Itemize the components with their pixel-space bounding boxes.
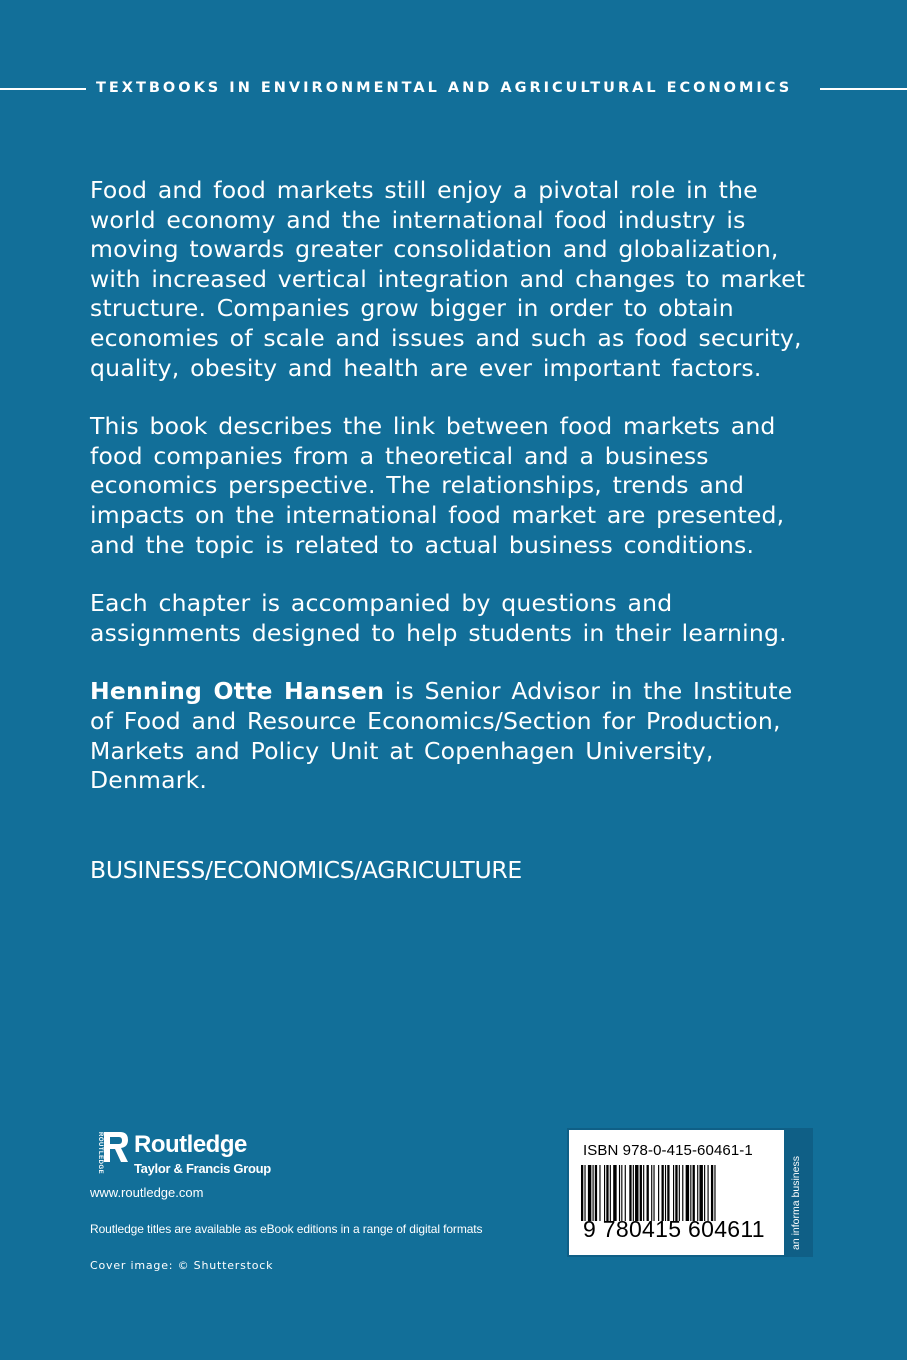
- barcode-bars: [581, 1165, 773, 1221]
- author-bio: [90, 677, 820, 795]
- barcode-bar: [708, 1165, 709, 1221]
- series-header: [0, 78, 907, 100]
- barcode-bar: [606, 1165, 608, 1221]
- barcode-bar: [704, 1165, 705, 1221]
- barcode-bar: [665, 1165, 666, 1221]
- barcode-bar: [679, 1165, 680, 1221]
- barcode-bar: [686, 1165, 689, 1221]
- series-rule-left: [0, 88, 86, 90]
- barcode-bar: [633, 1165, 634, 1221]
- subject-category: BUSINESS/ECONOMICS/AGRICULTURE: [90, 856, 522, 884]
- publisher-logo-block: [90, 1128, 390, 1178]
- barcode-bar: [619, 1165, 620, 1221]
- barcode-bar: [675, 1165, 677, 1221]
- barcode-bar: [699, 1165, 702, 1221]
- barcode-bar: [690, 1165, 691, 1221]
- barcode-bar: [599, 1165, 600, 1221]
- barcode-panel: [567, 1128, 813, 1257]
- barcode-bar: [658, 1165, 659, 1221]
- barcode-bar: [640, 1165, 642, 1221]
- barcode-digits: 9 780415 604611: [583, 1216, 765, 1242]
- barcode-bar: [613, 1165, 616, 1221]
- series-title: TEXTBOOKS IN ENVIRONMENTAL AND AGRICULTURAL ECONOMICS: [96, 80, 793, 96]
- barcode-bar: [667, 1165, 669, 1221]
- series-rule-right: [820, 88, 907, 90]
- publisher-url[interactable]: www.routledge.com: [90, 1185, 204, 1200]
- blurb-paragraph-1: Food and food markets still enjoy a pivotal role in the world economy and the international food industry is moving towards greater consolidation and globalization, with increased vertical integration and changes to market structure. Companies grow bigger in order to obtain economies of scale and issues and such as food security, quality, obesity and health are ever important factors.: [90, 176, 806, 382]
- barcode-bar: [651, 1165, 652, 1221]
- informa-text: an informa business: [790, 1156, 802, 1250]
- barcode-bar: [625, 1165, 626, 1221]
- barcode-bar: [662, 1165, 664, 1221]
- barcode-bar: [682, 1165, 683, 1221]
- barcode-bar: [610, 1165, 611, 1221]
- barcode-bar: [621, 1165, 622, 1221]
- publisher-group: Taylor & Francis Group: [134, 1161, 271, 1176]
- barcode-bar: [584, 1165, 585, 1221]
- back-cover-blurb: [90, 176, 820, 825]
- informa-strip: [786, 1128, 813, 1257]
- blurb-paragraph-2: This book describes the link between food markets and food companies from a theoretical and a business economics perspective. The relationships, trends and impacts on the international food market are presented, and the topic is related to actual business conditions.: [90, 412, 785, 559]
- blurb-paragraph-3: Each chapter is accompanied by questions and assignments designed to help students in their learning.: [90, 589, 787, 647]
- barcode-bar: [711, 1165, 713, 1221]
- barcode-bar: [604, 1165, 605, 1221]
- barcode-bar: [653, 1165, 654, 1221]
- barcode-bar: [588, 1165, 591, 1221]
- barcode-bar: [643, 1165, 644, 1221]
- cover-image-credit: Cover image: © Shutterstock: [90, 1259, 274, 1272]
- author-bio-text: is Senior Advisor in the Institute of Food and Resource Economics/Section for Production, Markets and Policy Unit at Copenhagen University, Denmark.: [90, 677, 793, 795]
- author-name: Henning Otte Hansen: [90, 677, 385, 706]
- barcode-bar: [581, 1165, 583, 1221]
- isbn-text: ISBN 978-0-415-60461-1: [583, 1142, 753, 1159]
- barcode-bar: [693, 1165, 695, 1221]
- barcode-bar: [647, 1165, 649, 1221]
- barcode-bar: [714, 1165, 715, 1221]
- barcode-bar: [593, 1165, 594, 1221]
- barcode-bar: [697, 1165, 698, 1221]
- barcode-bar: [635, 1165, 638, 1221]
- barcode-bar: [629, 1165, 631, 1221]
- publisher-name: Routledge: [134, 1131, 247, 1158]
- barcode-bar: [673, 1165, 674, 1221]
- ebook-note: Routledge titles are available as eBook editions in a range of digital formats: [90, 1222, 483, 1236]
- routledge-logo-icon: [90, 1128, 130, 1176]
- barcode-bar: [595, 1165, 597, 1221]
- routledge-logo-text: ROUTLEDGE: [97, 1132, 103, 1175]
- barcode-label: [567, 1128, 786, 1257]
